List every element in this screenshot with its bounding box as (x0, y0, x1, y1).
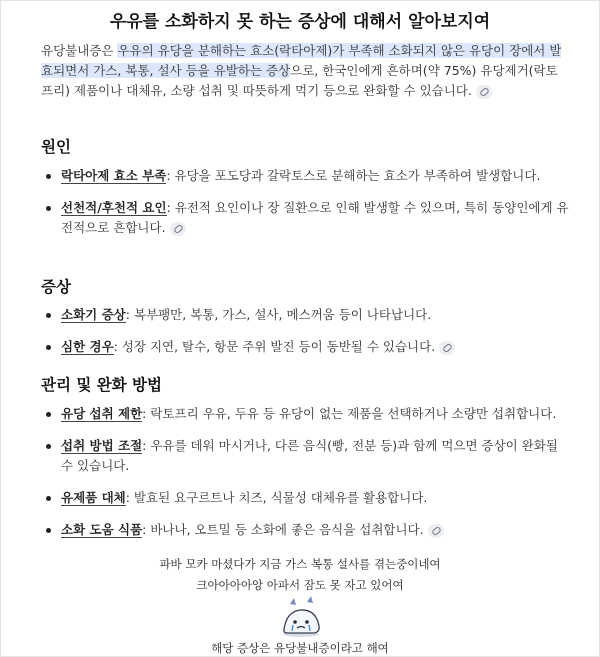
section-heading-cause: 원인 (41, 138, 71, 156)
sticker-eye-left (293, 620, 297, 624)
link-icon[interactable] (439, 341, 455, 355)
link-icon[interactable] (428, 524, 444, 538)
item-term: 락타아제 효소 부족 (61, 168, 167, 183)
caption-line-1: 파바 모카 마셨다가 지금 가스 복통 설사를 겪는중이네여 (159, 557, 441, 571)
link-icon[interactable] (170, 222, 186, 236)
item-term: 유제품 대체 (61, 490, 126, 505)
caption-line-3: 해당 증상은 유당불내증이라고 해여 (211, 641, 389, 655)
sticker-body (284, 610, 319, 633)
item-text: : 발효된 요구르트나 치즈, 식물성 대체유를 활용합니다. (125, 490, 428, 505)
crying-character-sticker (276, 596, 326, 638)
section-heading-symptom: 증상 (41, 278, 71, 296)
caption-line-2: 크아아아아앙 아파서 잠도 못 자고 있어여 (196, 578, 404, 592)
section-heading-manage: 관리 및 완화 방법 (41, 376, 163, 394)
item-text: : 성장 지연, 탈수, 항문 주위 발진 등이 동반될 수 있습니다. (113, 339, 436, 354)
intro-highlight: 우유의 유당을 분해하는 효소(락타아제)가 부족해 소화되지 않은 유당이 장에서 발효되면서 가스, 복통, 설사 등을 유발하는 증상 (41, 43, 562, 78)
item-text: : 유당을 포도당과 갈락토스로 분해하는 효소가 부족하여 발생합니다. (166, 168, 541, 183)
item-term: 유당 섭취 제한 (61, 406, 143, 421)
sticker-tear-right (309, 625, 310, 631)
sticker-spark-left (290, 598, 296, 605)
item-text: : 바나나, 오트밀 등 소화에 좋은 음식을 섭취합니다. (142, 522, 424, 537)
sticker-spark-right (307, 596, 313, 603)
sticker-tear-left (292, 625, 293, 631)
list-item (41, 337, 569, 357)
item-term: 소화기 증상 (61, 307, 126, 322)
item-text: : 복부팽만, 복통, 가스, 설사, 메스꺼움 등이 나타납니다. (125, 307, 432, 322)
item-term: 섭취 방법 조절 (61, 438, 143, 453)
list-item (41, 520, 569, 540)
item-text: : 우유를 데워 마시거나, 다른 음식(빵, 전분 등)과 함께 먹으면 증상이 완화될 수 있습니다. (61, 438, 558, 473)
list-item (41, 166, 569, 186)
manage-list (41, 404, 569, 552)
cause-list (41, 166, 569, 250)
item-term: 선천적/후천적 요인 (61, 200, 167, 215)
item-text: : 락토프리 우유, 두유 등 유당이 없는 제품을 선택하거나 소량만 섭취합니다. (142, 406, 557, 421)
list-item (41, 198, 569, 238)
link-icon[interactable] (476, 85, 492, 99)
list-item (41, 488, 569, 508)
symptom-list (41, 305, 569, 369)
list-item (41, 305, 569, 325)
item-text: : 유전적 요인이나 장 질환으로 인해 발생할 수 있으며, 특히 동양인에게 유전적으로 흔합니다. (61, 200, 569, 235)
list-item (41, 404, 569, 424)
intro-lead: 유당불내증은 (41, 43, 118, 58)
list-item (41, 436, 569, 476)
item-term: 심한 경우 (61, 339, 114, 354)
page-title: 우유를 소화하지 못 하는 증상에 대해서 알아보지여 (109, 12, 491, 32)
sticker-eye-right (305, 620, 309, 624)
item-term: 소화 도움 식품 (61, 522, 143, 537)
intro-paragraph (41, 41, 565, 101)
intro-rest: 으로, 한국인에게 흔하며(약 75%) 유당제거(락토프리) 제품이나 대체유, 소량 섭취 및 따뜻하게 먹기 등으로 완화할 수 있습니다. (41, 63, 558, 98)
